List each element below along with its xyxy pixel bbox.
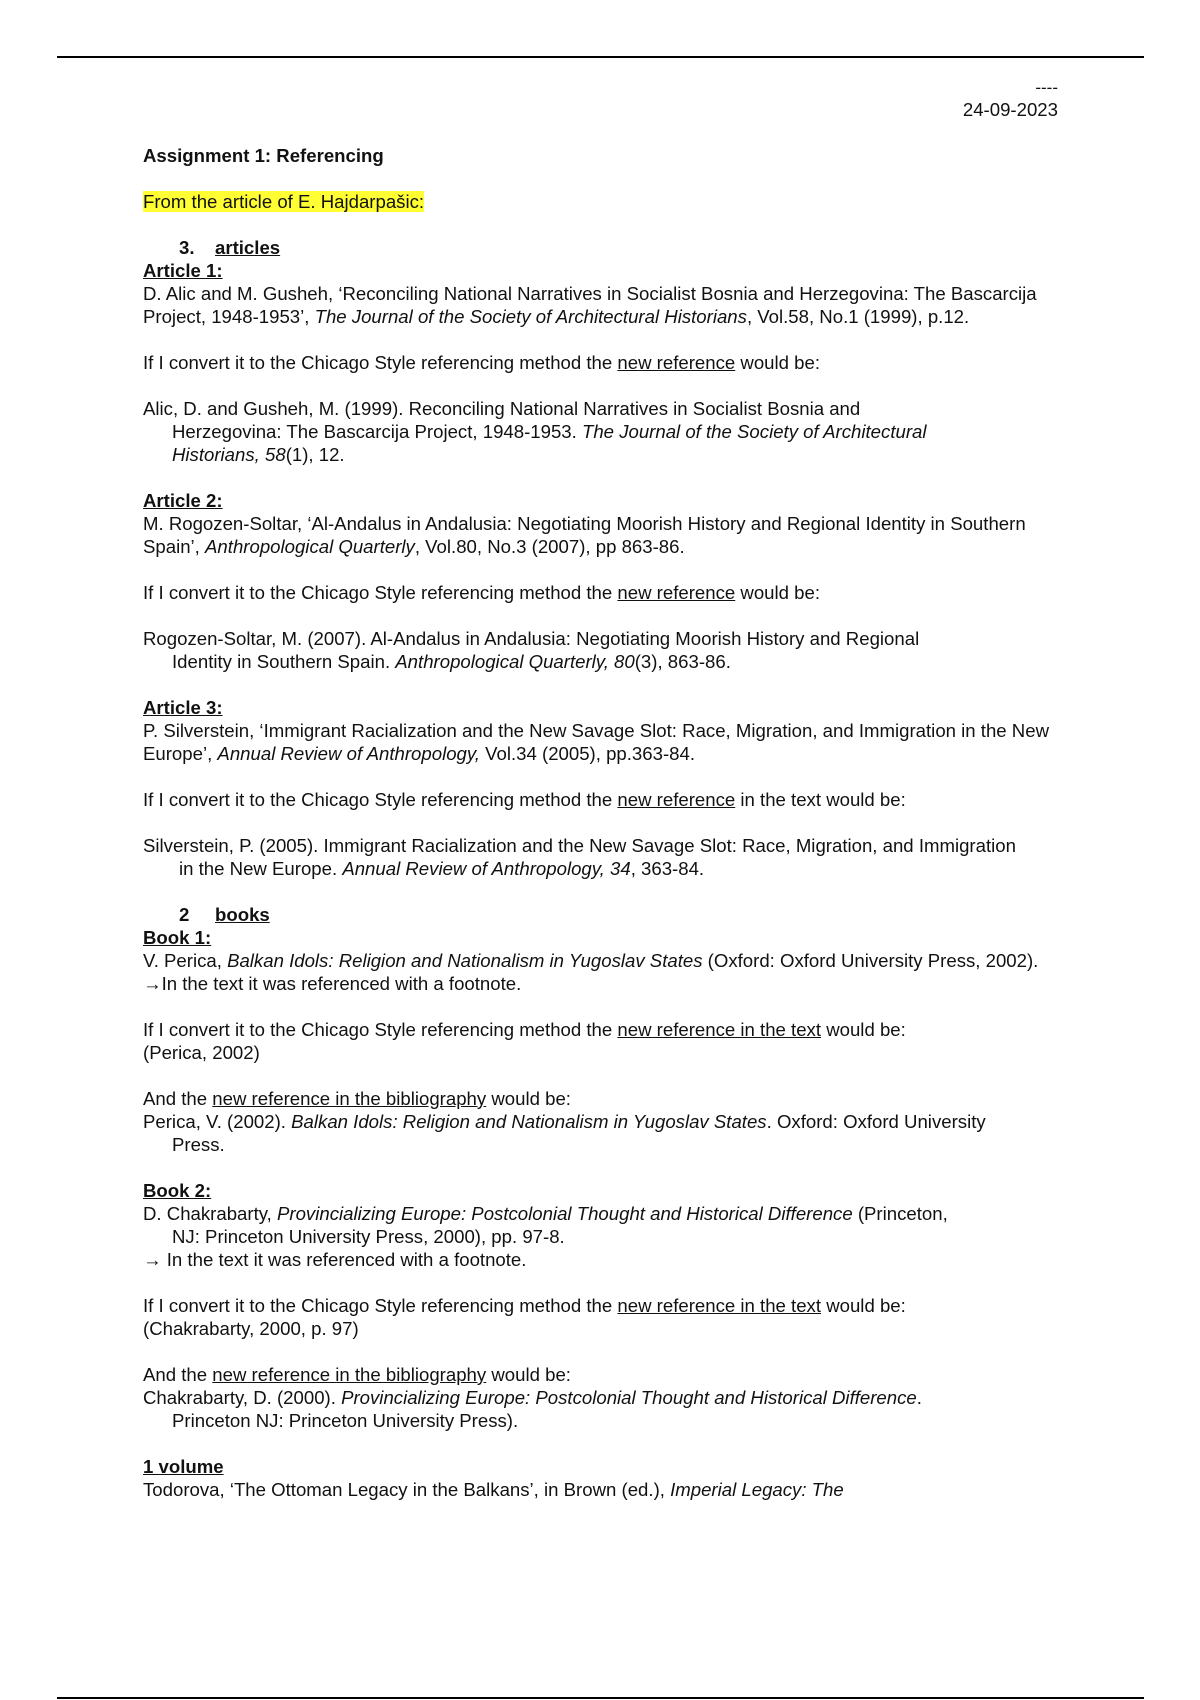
- book1-intext: (Perica, 2002): [143, 1042, 260, 1063]
- book2-heading: Book 2:: [143, 1180, 212, 1201]
- book1-new-reference: Perica, V. (2002). Balkan Idols: Religion and Nationalism in Yugoslav States. Oxford: Oxford University Press.: [143, 1111, 986, 1155]
- top-rule: [57, 56, 1144, 58]
- article1-new-reference: Alic, D. and Gusheh, M. (1999). Reconciling National Narratives in Socialist Bosnia and Herzegovina: The Bascarcija Project, 1948-1953. The Journal of the Society of Architectural Historians, 58(1), 12.: [143, 398, 927, 465]
- article1-heading: Article 1:: [143, 260, 223, 281]
- volume-heading: 1 volume: [143, 1456, 224, 1477]
- header-date: 24-09-2023: [962, 99, 1058, 120]
- book2-new-reference: Chakrabarty, D. (2000). Provincializing Europe: Postcolonial Thought and Historical Difference. Princeton NJ: Princeton University Press).: [143, 1387, 922, 1431]
- book2-bib-intro: And the new reference in the bibliography would be:: [143, 1364, 571, 1385]
- intro-line: From the article of E. Hajdarpašic:: [143, 191, 425, 212]
- article2-convert: If I convert it to the Chicago Style referencing method the new reference would be:: [143, 582, 820, 603]
- article3-original: P. Silverstein, ‘Immigrant Racialization and the New Savage Slot: Race, Migration, and Immigration in the New Europe’, Annual Review of Anthropology, Vol.34 (2005), pp.363-84.: [143, 720, 1050, 764]
- page-title: Assignment 1: Referencing: [143, 145, 384, 166]
- header-dashes: ----: [1035, 78, 1058, 97]
- article3-new-reference: Silverstein, P. (2005). Immigrant Racialization and the New Savage Slot: Race, Migration, and Immigration in the New Europe. Annual Review of Anthropology, 34, 363-84.: [143, 835, 1016, 879]
- article1-convert: If I convert it to the Chicago Style referencing method the new reference would be:: [143, 352, 820, 373]
- book1-bib-intro: And the new reference in the bibliography would be:: [143, 1088, 571, 1109]
- bottom-rule: [57, 1697, 1144, 1699]
- article2-original: M. Rogozen-Soltar, ‘Al-Andalus in Andalusia: Negotiating Moorish History and Regional Identity in Southern Spain’, Anthropological Quarterly, Vol.80, No.3 (2007), pp 863-86.: [143, 513, 1026, 557]
- header: [143, 78, 1058, 121]
- book2-note: → In the text it was referenced with a footnote.: [143, 1249, 527, 1270]
- article1-original: D. Alic and M. Gusheh, ‘Reconciling National Narratives in Socialist Bosnia and Herzegovina: The Bascarcija Project, 1948-1953’, The Journal of the Society of Architectural Historians, Vol.58, No.1 (1999), p.12.: [143, 283, 1037, 327]
- article3-convert: If I convert it to the Chicago Style referencing method the new reference in the text would be:: [143, 789, 906, 810]
- volume-original: Todorova, ‘The Ottoman Legacy in the Balkans’, in Brown (ed.), Imperial Legacy: The: [143, 1479, 844, 1500]
- book2-original: D. Chakrabarty, Provincializing Europe: Postcolonial Thought and Historical Difference (Princeton, NJ: Princeton University Press, 2000), pp. 97-8.: [143, 1203, 948, 1247]
- books-section-heading: 2 books: [179, 904, 270, 925]
- article2-heading: Article 2:: [143, 490, 223, 511]
- article3-heading: Article 3:: [143, 697, 223, 718]
- book1-convert: If I convert it to the Chicago Style referencing method the new reference in the text would be:: [143, 1019, 906, 1040]
- book2-convert: If I convert it to the Chicago Style referencing method the new reference in the text would be:: [143, 1295, 906, 1316]
- article2-new-reference: Rogozen-Soltar, M. (2007). Al-Andalus in Andalusia: Negotiating Moorish History and Regional Identity in Southern Spain. Anthropological Quarterly, 80(3), 863-86.: [143, 628, 920, 672]
- articles-section-heading: 3. articles: [179, 237, 281, 258]
- document-body: [143, 78, 1058, 1501]
- book1-heading: Book 1:: [143, 927, 212, 948]
- book1-original: V. Perica, Balkan Idols: Religion and Nationalism in Yugoslav States (Oxford: Oxford University Press, 2002). →In the text it was referenced with a footnote.: [143, 950, 1039, 994]
- book2-intext: (Chakrabarty, 2000, p. 97): [143, 1318, 359, 1339]
